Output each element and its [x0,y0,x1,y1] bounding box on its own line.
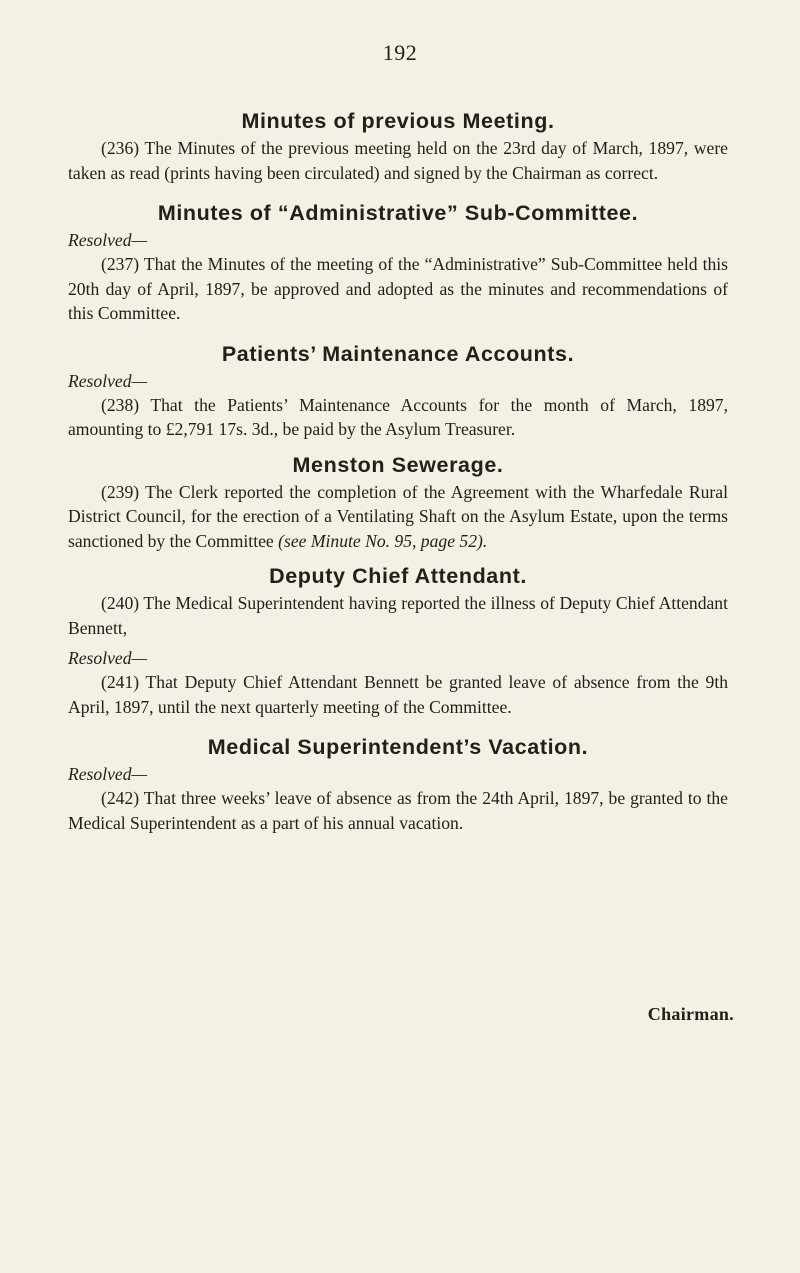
heading-medical-superintendent-vacation: Medical Superintendent’s Vacation. [207,735,589,759]
heading-deputy-chief-attendant: Deputy Chief Attendant. [269,564,527,588]
resolved-label: Resolved— [68,648,148,668]
minute-238: (238) That the Patients’ Maintenance Accounts for the month of March, 1897, amounting to £2,791 17s. 3d., be paid by the Asylum Treasurer. [68,394,728,439]
heading-previous-meeting: Minutes of previous Meeting. [241,109,555,133]
heading-menston-sewerage: Menston Sewerage. [292,452,504,477]
minute-reference: (see Minute No. 95, page 52). [278,530,488,551]
minute-241: (241) That Deputy Chief Attendant Bennett be granted leave of absence from the 9th April, 1897, until the next quarterly meeting of the Committee. [68,672,728,717]
minute-242: (242) That three weeks’ leave of absence as from the 24th April, 1897, be granted to the Medical Superintendent as a part of his annual vacation. [68,788,728,833]
minute-239 [68,480,728,554]
minute-237: (237) That the Minutes of the meeting of the “Administrative” Sub-Committee held this 20th day of April, 1897, be approved and adopted as the minutes and recommendations of this Committee. [68,254,728,323]
minute-240: (240) The Medical Superintendent having reported the illness of Deputy Chief Attendant Bennett, [68,593,728,638]
minutes-body [68,106,728,835]
chairman-signoff: Chairman. [647,1004,734,1024]
heading-patients-maintenance: Patients’ Maintenance Accounts. [221,341,575,366]
minute-236: (236) The Minutes of the previous meeting held on the 23rd day of March, 1897, were taken as read (prints having been circulated) and signed by the Chairman as correct. [68,138,728,183]
page-number: 192 [382,40,418,65]
minute-239-text: (239) The Clerk reported the completion of the Agreement with the Wharfedale Rural District Council, for the erection of a Ventilating Shaft on the Asylum Estate, upon the terms sanctioned by the Committee [68,481,728,551]
resolved-label: Resolved— [68,764,148,784]
resolved-label: Resolved— [68,230,148,250]
resolved-label: Resolved— [68,370,148,391]
heading-administrative-subcommittee: Minutes of “Administrative” Sub-Committee. [157,201,639,225]
